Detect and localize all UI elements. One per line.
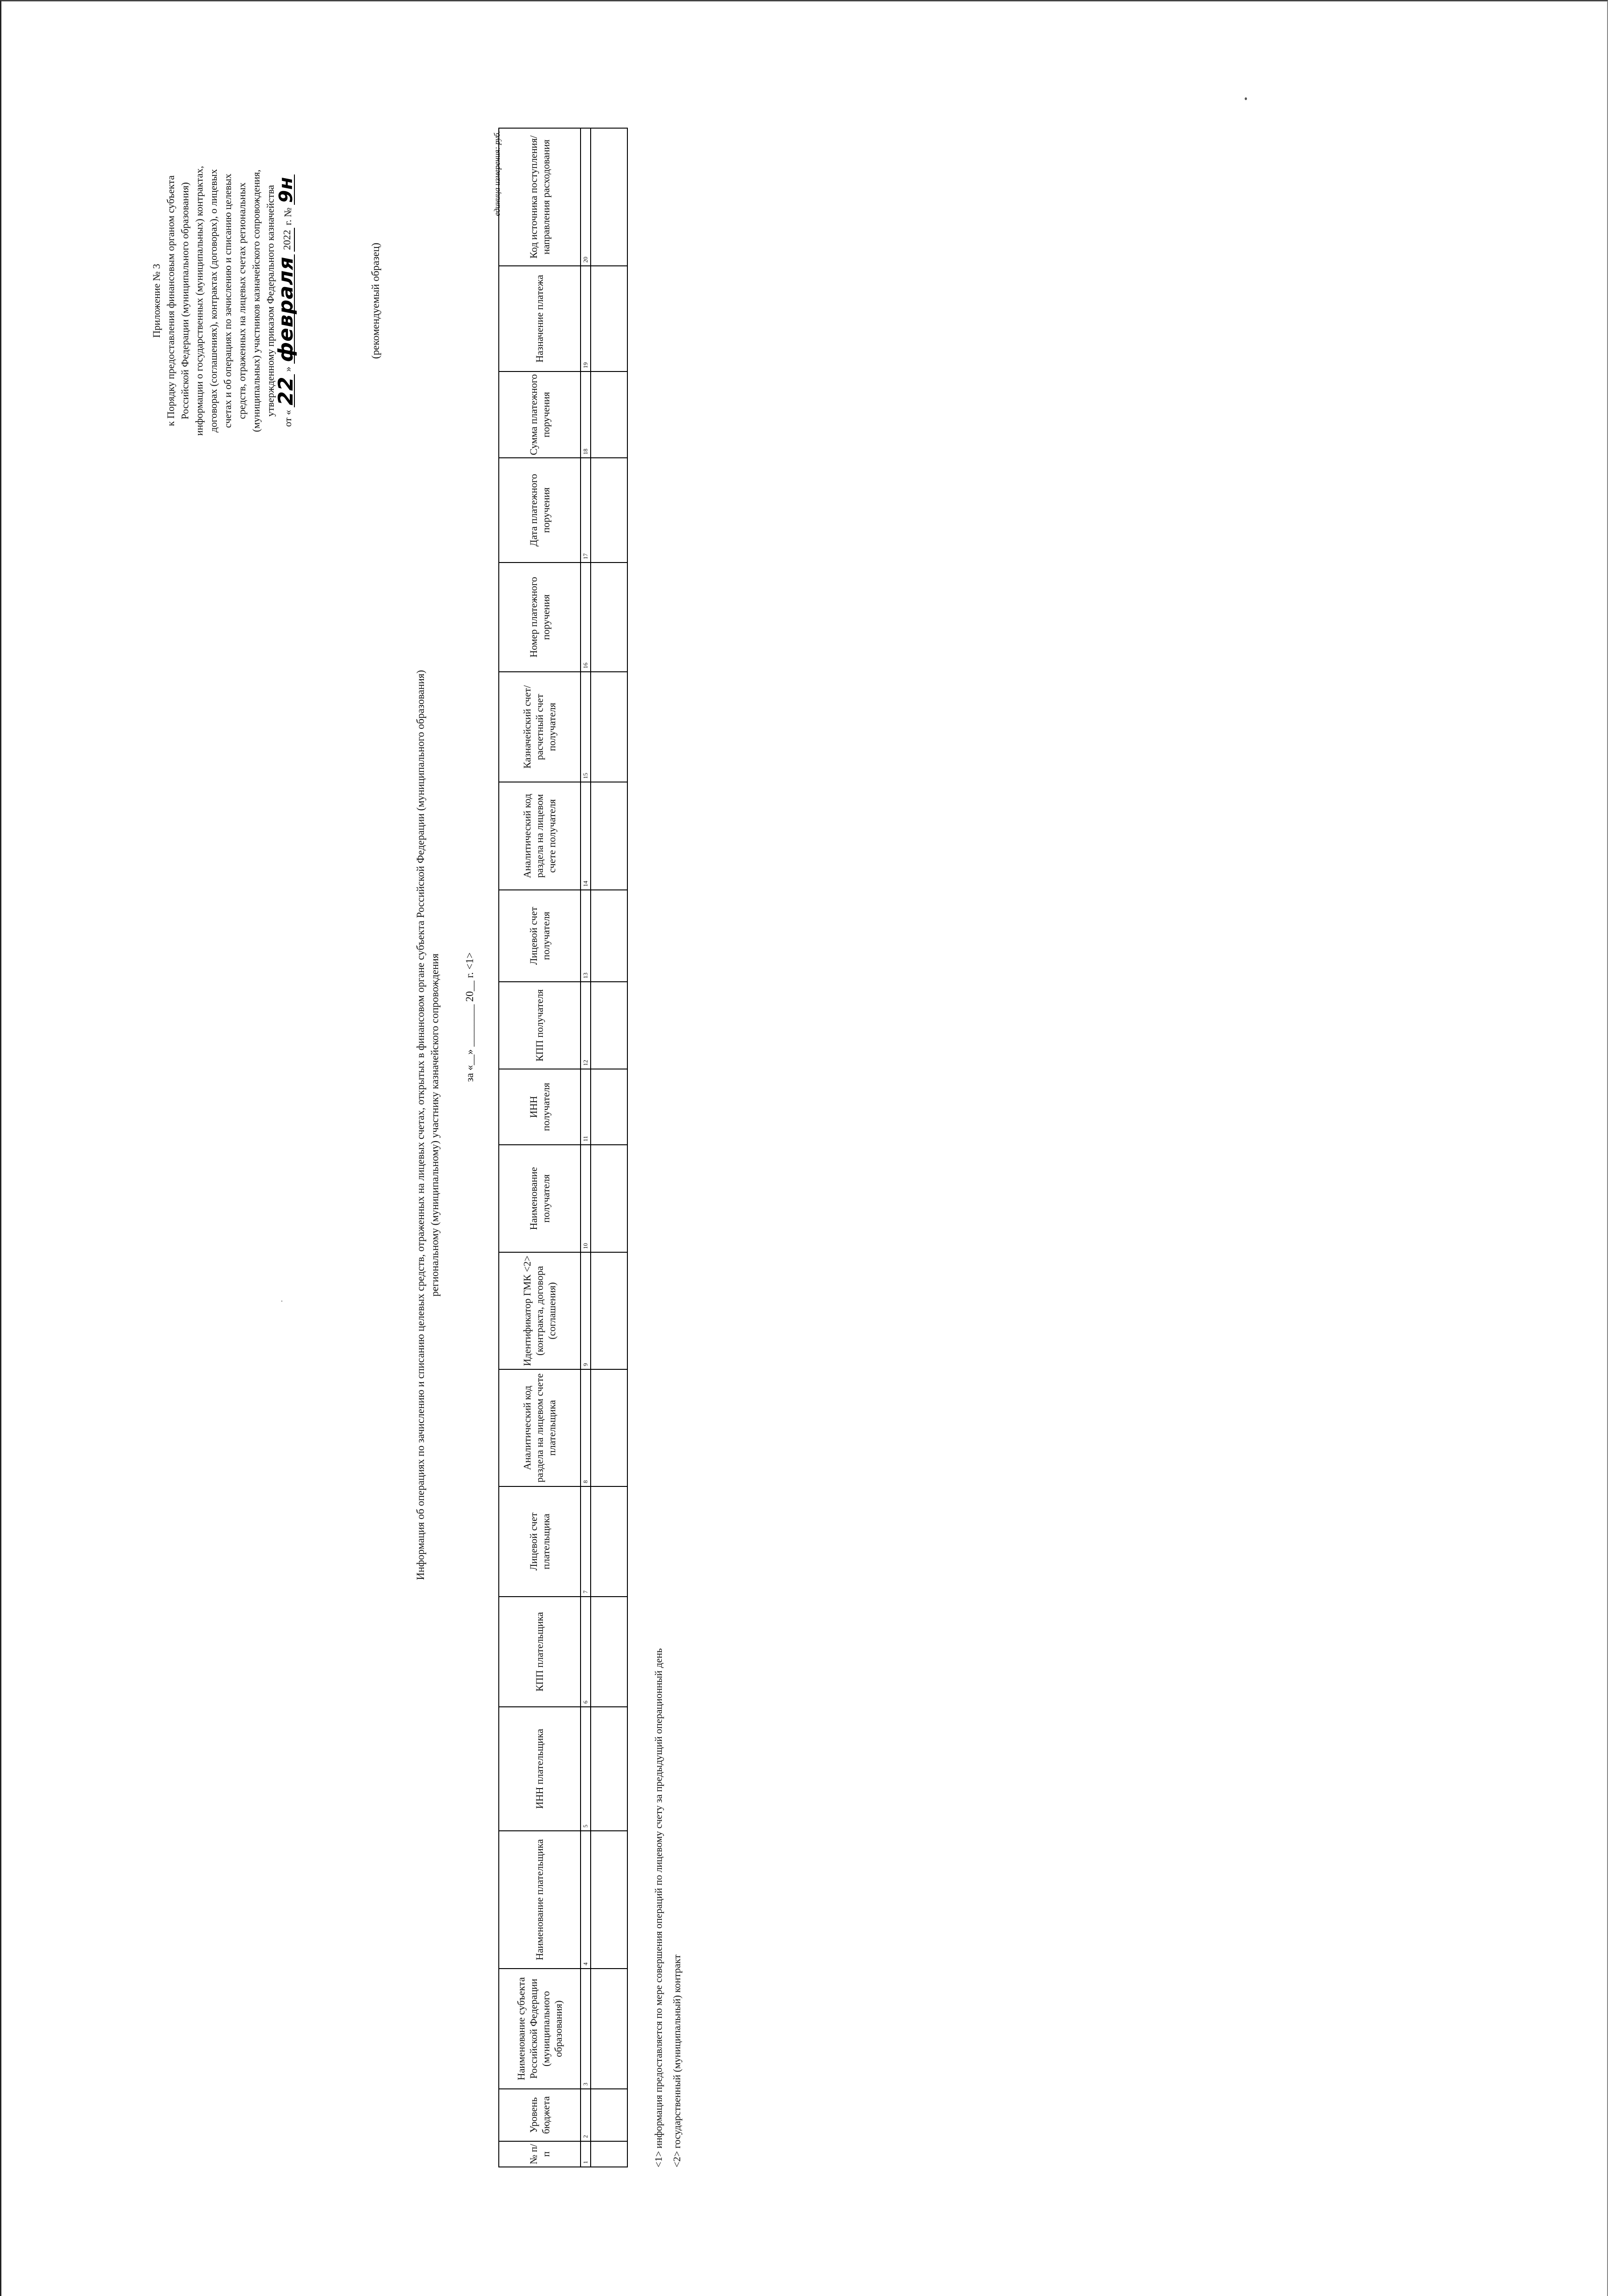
table-cell bbox=[591, 1252, 627, 1369]
appendix-line: утвержденному приказом Федерального казначейства bbox=[265, 185, 276, 417]
column-number: 20 bbox=[581, 128, 591, 266]
column-number: 8 bbox=[581, 1369, 591, 1486]
appendix-line: (муниципальных) участников казначейского сопровождения, bbox=[250, 169, 262, 432]
column-number-row bbox=[581, 128, 591, 2167]
column-number: 3 bbox=[581, 1969, 591, 2089]
table-cell bbox=[591, 1969, 627, 2089]
column-header: Лицевой счет получателя bbox=[499, 890, 581, 982]
column-header: Казначейский счет/расчетный счет получателя bbox=[499, 672, 581, 782]
column-header: Код источника поступления/ направления расходования bbox=[499, 128, 581, 266]
table-cell bbox=[591, 1369, 627, 1486]
column-header: КПП плательщика bbox=[499, 1597, 581, 1707]
reporting-period: за «__» ________ 20__ г. <1> bbox=[464, 952, 475, 1082]
table-cell bbox=[591, 266, 627, 371]
column-number: 11 bbox=[581, 1069, 591, 1145]
column-header: Сумма платежного поручения bbox=[499, 371, 581, 458]
appendix-header bbox=[149, 154, 298, 448]
column-number: 1 bbox=[581, 2141, 591, 2167]
table-cell bbox=[591, 890, 627, 982]
column-header: Аналитический код раздела на лицевом счете плательщика bbox=[499, 1369, 581, 1486]
table-cell bbox=[591, 1707, 627, 1831]
column-header: Идентификатор ГМК <2> (контракта, договора (соглашения) bbox=[499, 1252, 581, 1369]
column-number: 2 bbox=[581, 2089, 591, 2141]
table-row bbox=[591, 128, 627, 2167]
table-cell bbox=[591, 782, 627, 890]
table-cell bbox=[591, 2089, 627, 2141]
document-title bbox=[413, 505, 442, 1745]
date-prefix: от « bbox=[282, 410, 293, 427]
date-mid: » bbox=[282, 366, 293, 372]
table-cell bbox=[591, 982, 627, 1069]
column-number: 14 bbox=[581, 782, 591, 890]
footnote-1: <1> информация предоставляется по мере совершения операций по лицевому счету за предыдущий операционный день bbox=[653, 1648, 664, 2167]
handwritten-day: 22 bbox=[278, 374, 295, 407]
appendix-line: информации о государственных (муниципальных) контрактах, bbox=[193, 166, 205, 436]
column-number: 4 bbox=[581, 1831, 591, 1969]
column-number: 16 bbox=[581, 563, 591, 672]
column-header: ИНН плательщика bbox=[499, 1707, 581, 1831]
unit-of-measure: единица измерения: руб. bbox=[492, 131, 502, 216]
appendix-line: Российской Федерации (муниципального образования) bbox=[179, 182, 191, 420]
table-cell bbox=[591, 458, 627, 563]
column-number: 12 bbox=[581, 982, 591, 1069]
title-line: региональному (муниципальному) участнику казначейского сопровождения bbox=[429, 953, 440, 1297]
date-suffix: г. № bbox=[282, 207, 293, 225]
table-cell bbox=[591, 2141, 627, 2167]
column-header: Назначение платежа bbox=[499, 266, 581, 371]
operations-table bbox=[498, 128, 628, 2167]
appendix-line: к Порядку предоставления финансовым органом субъекта bbox=[165, 175, 176, 426]
column-header: Наименование субъекта Российской Федерации (муниципального образования) bbox=[499, 1969, 581, 2089]
footnote-2: <2> государственный (муниципальный) контракт bbox=[671, 1954, 683, 2167]
column-header: Дата платежного поручения bbox=[499, 458, 581, 563]
column-number: 13 bbox=[581, 890, 591, 982]
order-date-line bbox=[274, 154, 298, 448]
column-header: № п/п bbox=[499, 2141, 581, 2167]
column-header: Аналитический код раздела на лицевом счете получателя bbox=[499, 782, 581, 890]
column-number: 15 bbox=[581, 672, 591, 782]
title-line: Информация об операциях по зачислению и списанию целевых средств, отраженных на лицевых счетах, открытых в финансовом органе субъекта Российской Федерации (муниципального образования) bbox=[415, 670, 426, 1580]
table-cell bbox=[591, 128, 627, 266]
scan-speck bbox=[1245, 97, 1247, 100]
table-cell bbox=[591, 1069, 627, 1145]
column-header: КПП получателя bbox=[499, 982, 581, 1069]
column-number: 5 bbox=[581, 1707, 591, 1831]
column-number: 6 bbox=[581, 1597, 591, 1707]
column-number: 18 bbox=[581, 371, 591, 458]
appendix-line: договорах (соглашениях), контрактах (договорах), о лицевых bbox=[208, 169, 219, 433]
column-number: 19 bbox=[581, 266, 591, 371]
table-cell bbox=[591, 1145, 627, 1252]
table-cell bbox=[591, 672, 627, 782]
column-header: Наименование получателя bbox=[499, 1145, 581, 1252]
column-number: 17 bbox=[581, 458, 591, 563]
table-cell bbox=[591, 371, 627, 458]
date-year: 2022 bbox=[280, 228, 295, 252]
column-header: ИНН получателя bbox=[499, 1069, 581, 1145]
column-number: 9 bbox=[581, 1252, 591, 1369]
table-cell bbox=[591, 1597, 627, 1707]
column-number: 10 bbox=[581, 1145, 591, 1252]
appendix-line: средств, отраженных на лицевых счетах региональных bbox=[236, 182, 248, 419]
column-header: Номер платежного поручения bbox=[499, 563, 581, 672]
appendix-line: Приложение № 3 bbox=[151, 264, 162, 338]
column-number: 7 bbox=[581, 1486, 591, 1597]
handwritten-month: февраля bbox=[278, 254, 295, 364]
scan-speck bbox=[281, 1300, 282, 1302]
column-header: Наименование плательщика bbox=[499, 1831, 581, 1969]
recommended-sample-label: (рекомендуемый образец) bbox=[370, 242, 381, 359]
table-cell bbox=[591, 563, 627, 672]
handwritten-order-number: 9н bbox=[278, 174, 295, 204]
column-header: Уровень бюджета bbox=[499, 2089, 581, 2141]
table-cell bbox=[591, 1831, 627, 1969]
table-cell bbox=[591, 1486, 627, 1597]
column-header: Лицевой счет плательщика bbox=[499, 1486, 581, 1597]
appendix-line: счетах и об операциях по зачислению и списанию целевых bbox=[222, 174, 233, 428]
table-header-row bbox=[499, 128, 581, 2167]
